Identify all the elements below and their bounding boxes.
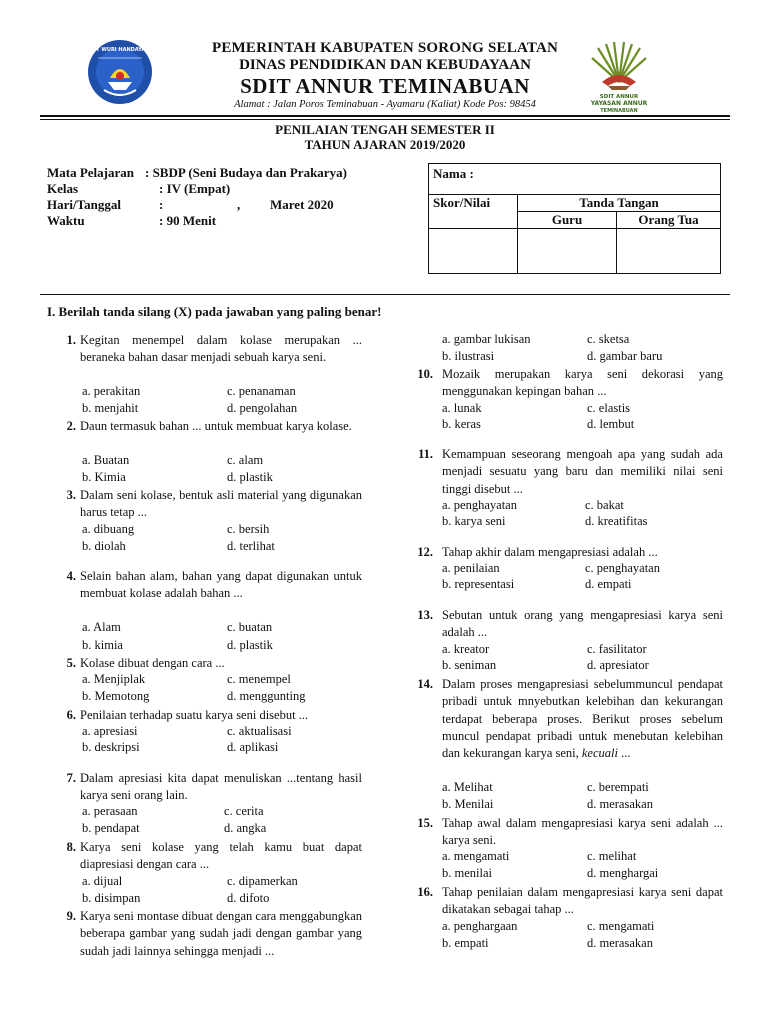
right-logo-line2: YAYASAN ANNUR	[590, 100, 648, 107]
tut-wuri-handayani-logo-icon	[86, 38, 154, 106]
school-address: Alamat : Jalan Poros Teminabuan - Ayamaru (Kaliat) Kode Pos: 98454	[234, 99, 536, 110]
q8-option-b[interactable]: b. disimpan	[82, 891, 141, 905]
q14-option-b[interactable]: b. Menilai	[442, 797, 494, 811]
q9-option-b[interactable]: b. ilustrasi	[442, 349, 495, 363]
q7-option-b[interactable]: b. pendapat	[82, 821, 140, 835]
q12-option-a[interactable]: a. penilaian	[442, 561, 500, 575]
q8-option-d[interactable]: d. difoto	[227, 891, 270, 905]
q4-option-c[interactable]: c. buatan	[227, 620, 273, 634]
q2-option-d[interactable]: d. plastik	[227, 470, 273, 484]
name-field[interactable]: Nama :	[429, 164, 721, 195]
q16-option-a[interactable]: a. penghargaan	[442, 919, 518, 933]
q10-option-c[interactable]: c. elastis	[587, 401, 631, 415]
header-divider	[40, 115, 730, 117]
q3-option-c[interactable]: c. bersih	[227, 522, 270, 536]
left-logo-text: TUT WURI HANDAYANI	[88, 47, 152, 53]
department-header: DINAS PENDIDIKAN DAN KEBUDAYAAN	[239, 57, 531, 73]
q4-option-d[interactable]: d. plastik	[227, 638, 273, 652]
q9-option-c[interactable]: c. sketsa	[587, 332, 630, 346]
q14-option-d[interactable]: d. merasakan	[587, 797, 653, 811]
section-divider	[40, 294, 730, 295]
q15-option-c[interactable]: c. melihat	[587, 849, 637, 863]
q3-option-b[interactable]: b. diolah	[82, 539, 126, 553]
right-logo-line3: TEMINABUAN	[600, 108, 638, 114]
q7-option-a[interactable]: a. perasaan	[82, 804, 138, 818]
q6-option-c[interactable]: c. aktualisasi	[227, 724, 292, 738]
q1-option-d[interactable]: d. pengolahan	[227, 401, 298, 415]
q3-option-a[interactable]: a. dibuang	[82, 522, 135, 536]
q4-option-a[interactable]: a. Alam	[82, 620, 121, 634]
instruction-text: I. Berilah tanda silang (X) pada jawaban yang paling benar!	[47, 304, 382, 319]
q2-option-a[interactable]: a. Buatan	[82, 453, 130, 467]
q15-option-a[interactable]: a. mengamati	[442, 849, 510, 863]
q13-option-c[interactable]: c. fasilitator	[587, 642, 647, 656]
q6-option-d[interactable]: d. aplikasi	[227, 740, 279, 754]
q15-option-b[interactable]: b. menilai	[442, 866, 492, 880]
q11-option-c[interactable]: c. bakat	[585, 498, 624, 512]
parent-label: Orang Tua	[617, 212, 721, 229]
q5-option-d[interactable]: d. menggunting	[227, 689, 306, 703]
exam-title: PENILAIAN TENGAH SEMESTER II	[275, 122, 495, 137]
score-box[interactable]	[429, 229, 518, 274]
exam-year: TAHUN AJARAN 2019/2020	[304, 137, 466, 152]
header-divider-thin	[40, 119, 730, 120]
q13-option-d[interactable]: d. apresiator	[587, 658, 649, 672]
q8-option-a[interactable]: a. dijual	[82, 874, 123, 888]
score-label: Skor/Nilai	[429, 195, 518, 229]
q3-option-d[interactable]: d. terlihat	[227, 539, 275, 553]
q12-option-d[interactable]: d. empati	[585, 577, 632, 591]
score-signature-table	[428, 163, 721, 274]
q1-option-c[interactable]: c. penanaman	[227, 384, 296, 398]
q9-option-a[interactable]: a. gambar lukisan	[442, 332, 531, 346]
parent-signature-box[interactable]	[617, 229, 721, 274]
q11-option-d[interactable]: d. kreatifitas	[585, 514, 648, 528]
q10-option-d[interactable]: d. lembut	[587, 417, 635, 431]
q8-option-c[interactable]: c. dipamerkan	[227, 874, 298, 888]
q4-option-b[interactable]: b. kimia	[82, 638, 123, 652]
q14-option-c[interactable]: c. berempati	[587, 780, 649, 794]
q14-option-a[interactable]: a. Melihat	[442, 780, 493, 794]
q12-option-c[interactable]: c. penghayatan	[585, 561, 660, 575]
q6-option-b[interactable]: b. deskripsi	[82, 740, 140, 754]
q7-option-d[interactable]: d. angka	[224, 821, 267, 835]
teacher-signature-box[interactable]	[518, 229, 617, 274]
teacher-label: Guru	[518, 212, 617, 229]
q12-option-b[interactable]: b. representasi	[442, 577, 515, 591]
q5-option-a[interactable]: a. Menjiplak	[82, 672, 146, 686]
q5-option-b[interactable]: b. Memotong	[82, 689, 150, 703]
q16-option-b[interactable]: b. empati	[442, 936, 489, 950]
q2-option-c[interactable]: c. alam	[227, 453, 264, 467]
signature-label: Tanda Tangan	[518, 195, 721, 212]
q6-option-a[interactable]: a. apresiasi	[82, 724, 138, 738]
q1-option-b[interactable]: b. menjahit	[82, 401, 139, 415]
q9-option-d[interactable]: d. gambar baru	[587, 349, 663, 363]
q10-option-a[interactable]: a. lunak	[442, 401, 482, 415]
q16-option-c[interactable]: c. mengamati	[587, 919, 655, 933]
q10-option-b[interactable]: b. keras	[442, 417, 481, 431]
q11-option-b[interactable]: b. karya seni	[442, 514, 506, 528]
q15-option-d[interactable]: d. menghargai	[587, 866, 659, 880]
q1-option-a[interactable]: a. perakitan	[82, 384, 141, 398]
q13-option-b[interactable]: b. seniman	[442, 658, 497, 672]
q7-option-c[interactable]: c. cerita	[224, 804, 264, 818]
q13-option-a[interactable]: a. kreator	[442, 642, 490, 656]
q5-option-c[interactable]: c. menempel	[227, 672, 291, 686]
q11-option-a[interactable]: a. penghayatan	[442, 498, 517, 512]
right-logo-line1: SDIT ANNUR	[599, 94, 639, 100]
school-name: SDIT ANNUR TEMINABUAN	[240, 74, 530, 98]
q2-option-b[interactable]: b. Kimia	[82, 470, 126, 484]
q16-option-d[interactable]: d. merasakan	[587, 936, 653, 950]
government-header: PEMERINTAH KABUPATEN SORONG SELATAN	[211, 40, 559, 56]
